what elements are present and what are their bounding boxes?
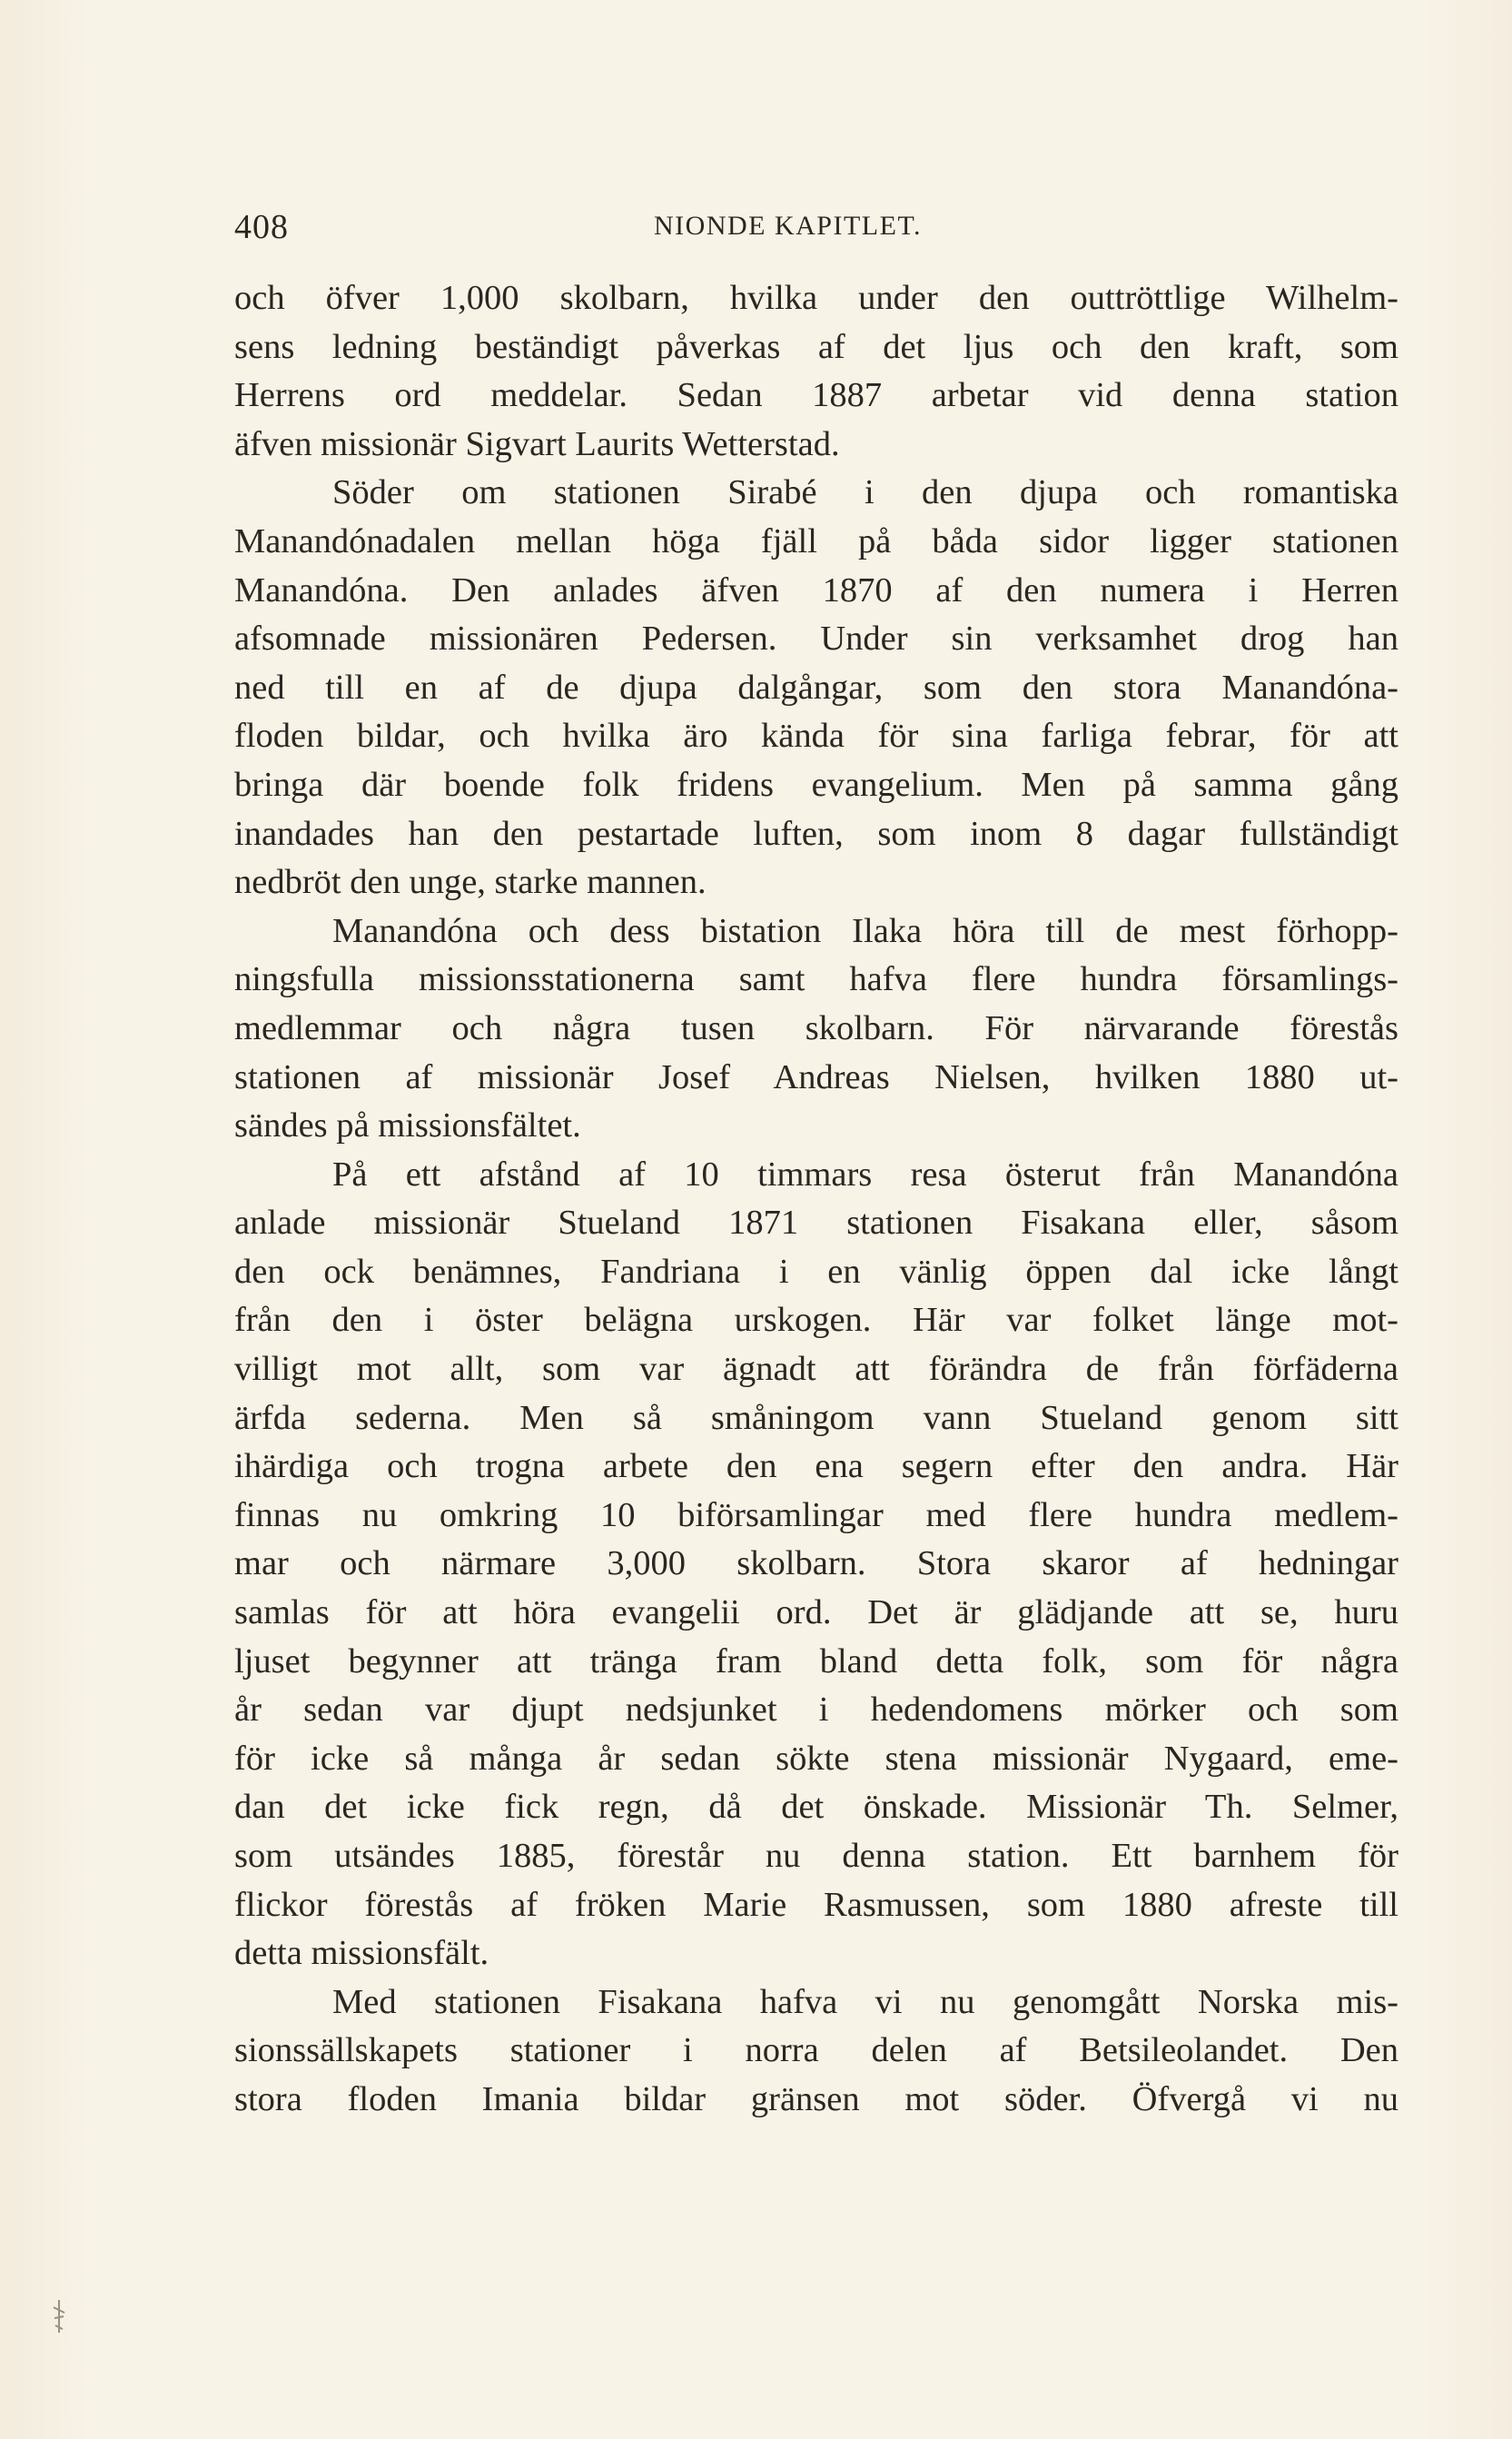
- text-line: detta missionsfält.: [234, 1934, 489, 1973]
- text-line: flickor förestås af fröken Marie Rasmussen, som 1880 afreste till: [234, 1885, 1398, 1924]
- text-line: ned till en af de djupa dalgångar, som den stora Manandóna-: [234, 668, 1398, 707]
- text-line: sens ledning beständigt påverkas af det ljus och den kraft, som: [234, 327, 1398, 366]
- text-line: samlas för att höra evangelii ord. Det är glädjande att se, huru: [234, 1593, 1398, 1632]
- text-line: år sedan var djupt nedsjunket i hedendomens mörker och som: [234, 1690, 1398, 1730]
- text-line: och öfver 1,000 skolbarn, hvilka under den outtröttlige Wilhelm-: [234, 279, 1398, 317]
- text-line: bringa där boende folk fridens evangelium. Men på samma gång: [234, 765, 1398, 804]
- text-line: sändes på missionsfältet.: [234, 1106, 581, 1145]
- text-line: medlemmar och några tusen skolbarn. För närvarande förestås: [234, 1008, 1398, 1047]
- text-line: ningsfulla missionsstationerna samt hafva flere hundra församlings-: [234, 960, 1398, 999]
- text-line: På ett afstånd af 10 timmars resa österut från Manandóna: [332, 1155, 1398, 1194]
- text-line: stora floden Imania bildar gränsen mot söder. Öfvergå vi nu: [234, 2079, 1398, 2118]
- body-text: [234, 274, 1398, 2125]
- text-line: villigt mot allt, som var ägnadt att förändra de från förfäderna: [234, 1350, 1398, 1389]
- text-line: äfven missionär Sigvart Laurits Wetterstad.: [234, 424, 840, 463]
- text-line: floden bildar, och hvilka äro kända för sina farliga febrar, för att: [234, 717, 1398, 756]
- text-line: från den i öster belägna urskogen. Här var folket länge mot-: [234, 1301, 1398, 1340]
- text-line: finnas nu omkring 10 biförsamlingar med flere hundra medlem-: [234, 1495, 1398, 1534]
- text-line: för icke så många år sedan sökte stena missionär Nygaard, eme-: [234, 1739, 1398, 1778]
- text-line: nedbröt den unge, starke mannen.: [234, 863, 707, 902]
- text-line: stationen af missionär Josef Andreas Nielsen, hvilken 1880 ut-: [234, 1057, 1398, 1096]
- text-line: som utsändes 1885, förestår nu denna station. Ett barnhem för: [234, 1837, 1398, 1875]
- text-line: Manandóna och dess bistation Ilaka höra till de mest förhopp-: [332, 911, 1398, 950]
- text-line: Med stationen Fisakana hafva vi nu genomgått Norska mis-: [332, 1982, 1398, 2021]
- text-line: sionssällskapets stationer i norra delen af Betsileolandet. Den: [234, 2031, 1398, 2070]
- text-line: Manandónadalen mellan höga fjäll på båda sidor ligger stationen: [234, 521, 1398, 560]
- ink-mark: [50, 2298, 68, 2335]
- text-line: ihärdiga och trogna arbete den ena segern efter den andra. Här: [234, 1447, 1398, 1486]
- running-head: NIONDE KAPITLET.: [654, 211, 923, 241]
- text-line: dan det icke fick regn, då det önskade. Missionär Th. Selmer,: [234, 1788, 1398, 1827]
- text-line: den ock benämnes, Fandriana i en vänlig öppen dal icke långt: [234, 1252, 1398, 1291]
- text-line: Herrens ord meddelar. Sedan 1887 arbetar vid denna station: [234, 376, 1398, 415]
- text-line: ljuset begynner att tränga fram bland detta folk, som för några: [234, 1641, 1398, 1681]
- text-line: afsomnade missionären Pedersen. Under sin verksamhet drog han: [234, 620, 1398, 659]
- page-header: [234, 207, 1398, 262]
- text-line: mar och närmare 3,000 skolbarn. Stora skaror af hedningar: [234, 1544, 1398, 1583]
- text-line: inandades han den pestartade luften, som inom 8 dagar fullständigt: [234, 814, 1398, 853]
- text-line: Söder om stationen Sirabé i den djupa och romantiska: [332, 473, 1398, 512]
- text-line: anlade missionär Stueland 1871 stationen Fisakana eller, såsom: [234, 1204, 1398, 1243]
- text-line: ärfda sederna. Men så småningom vann Stueland genom sitt: [234, 1398, 1398, 1437]
- page-number: 408: [234, 208, 289, 246]
- text-line: Manandóna. Den anlades äfven 1870 af den numera i Herren: [234, 570, 1398, 610]
